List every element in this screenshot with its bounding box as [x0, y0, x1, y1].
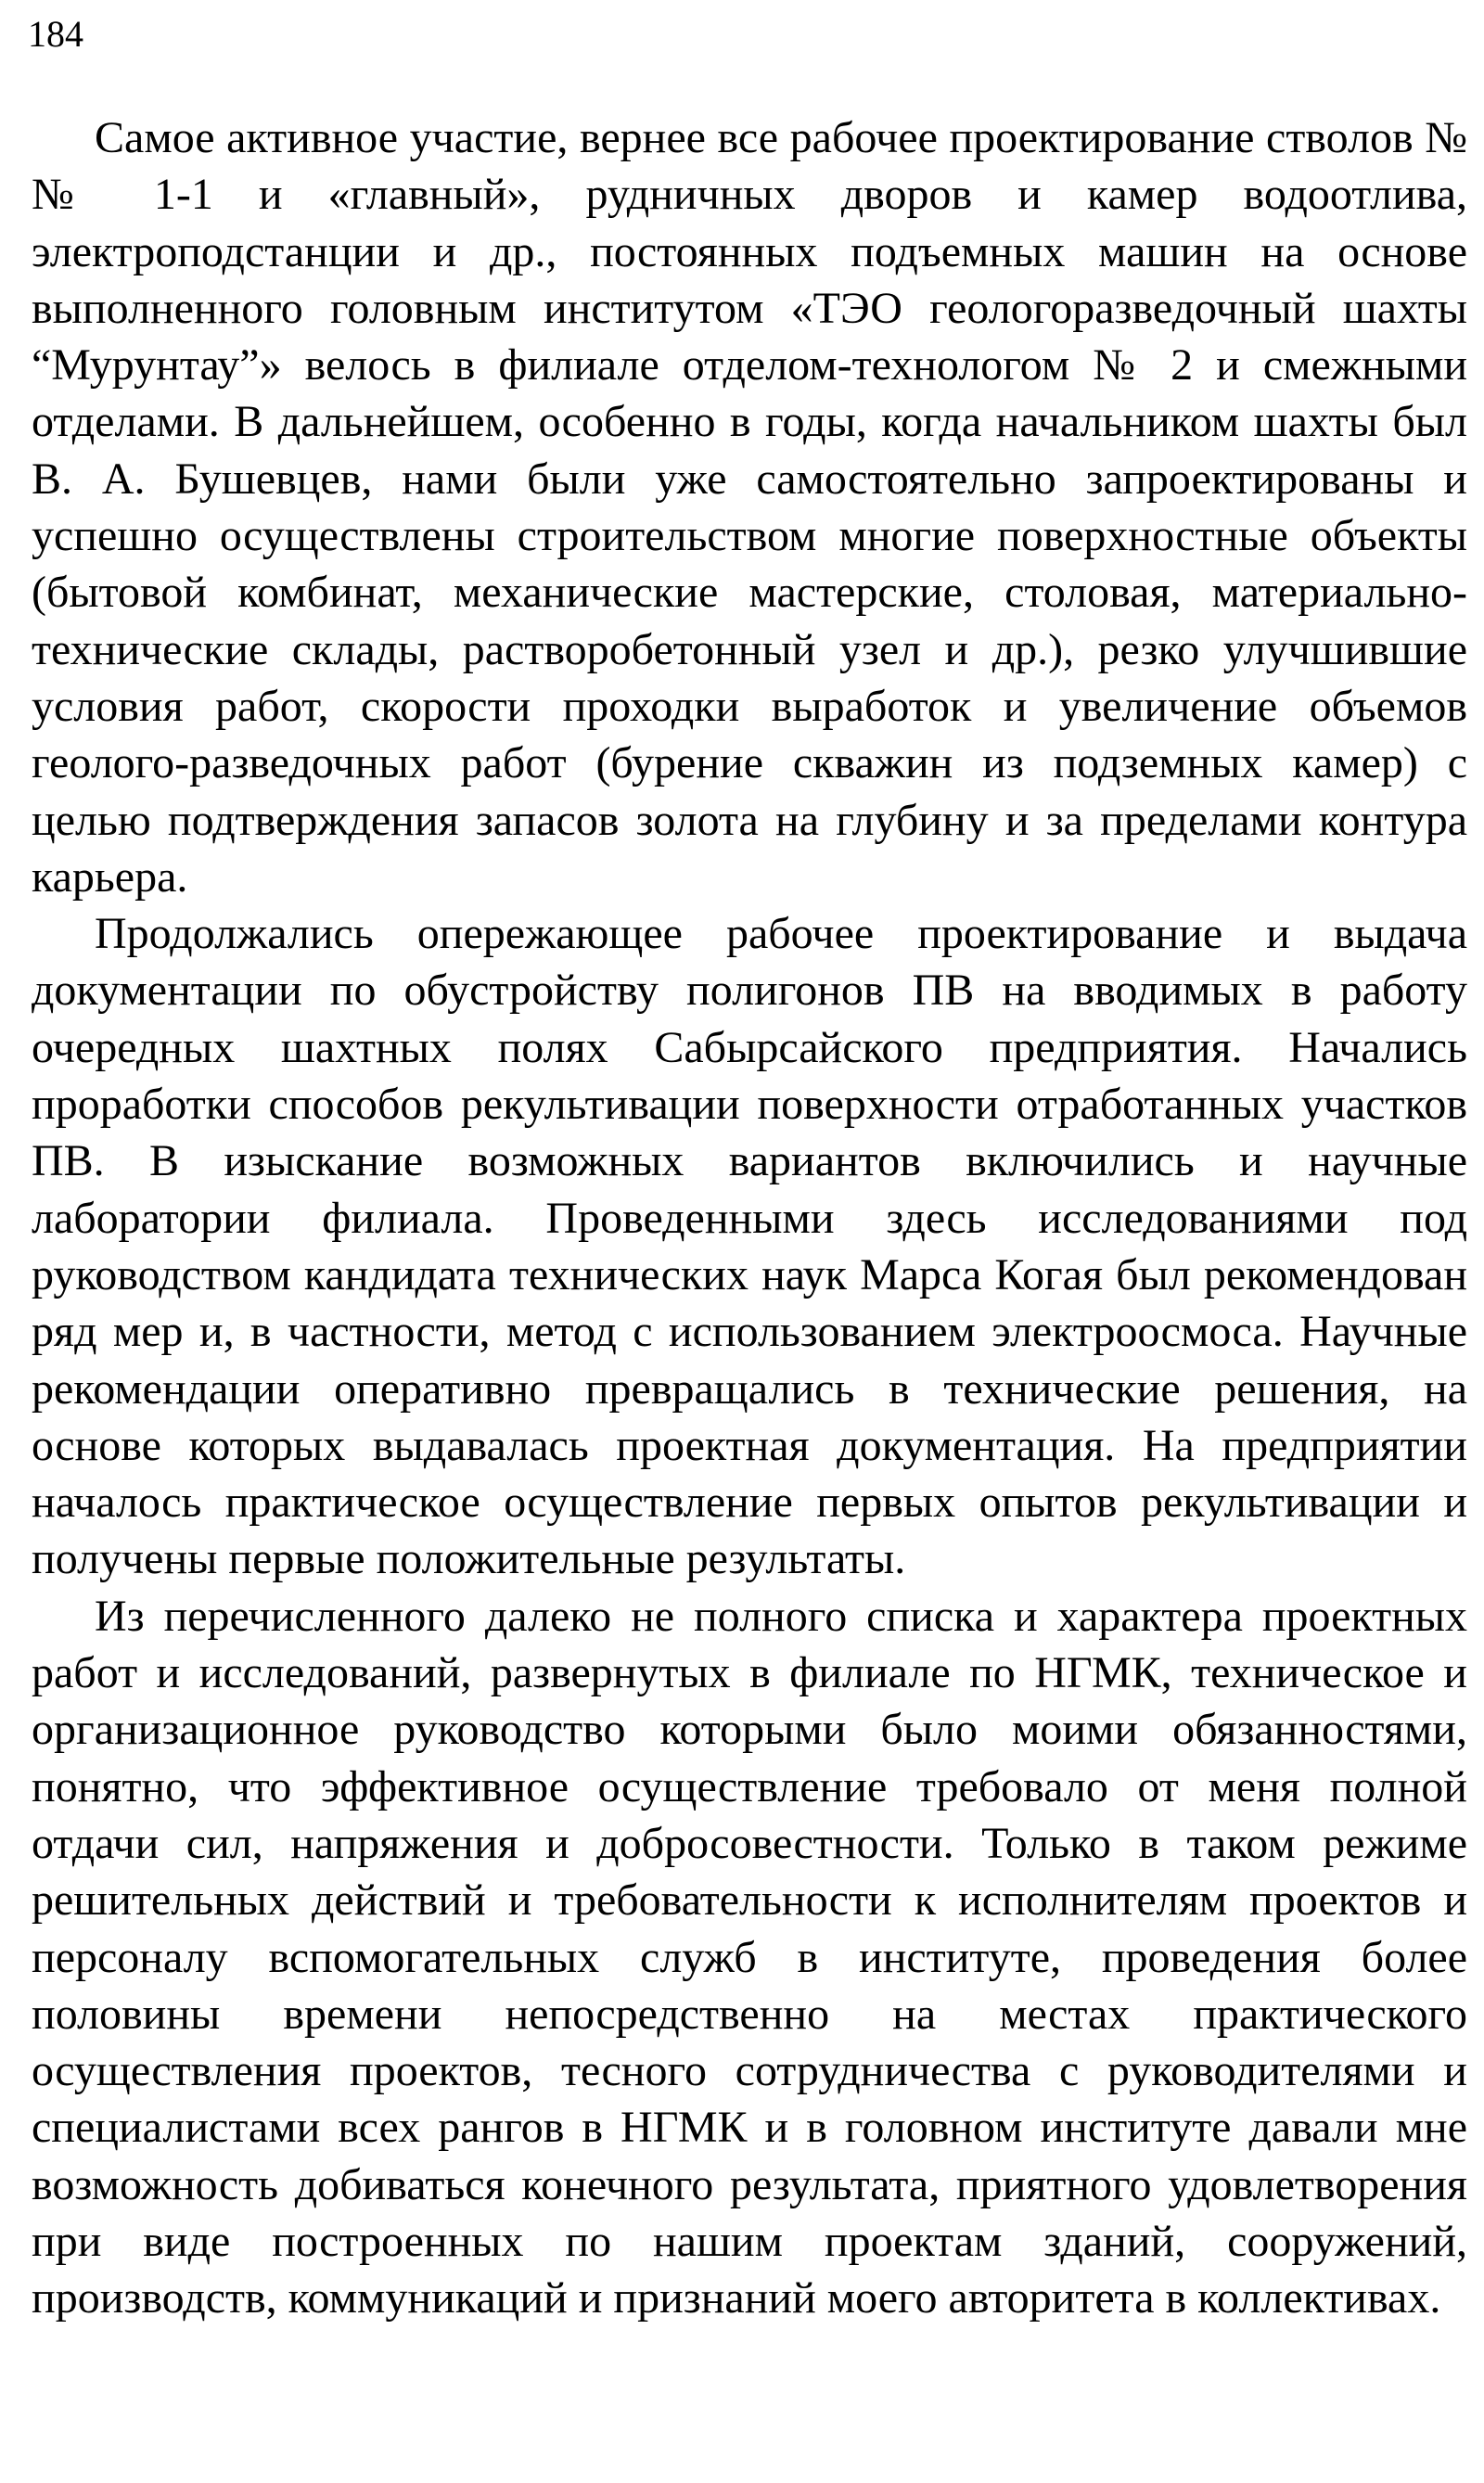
paragraph-1: Самое активное участие, вернее все рабочее проектирование стволов №№ 1-1 и «главный», рудничных дворов и камер водоотлива, электроподстанции и др., постоянных подъемных машин на основе выполненного головным институтом «ТЭО геологоразведочный шахты “Мурунтау”» велось в филиале отделом-технологом № 2 и смежными отделами. В дальнейшем, особенно в годы, когда начальником шахты был В. А. Бушевцев, нами были уже самостоятельно запроектированы и успешно осуществлены строительством многие поверхностные объекты (бытовой комбинат, механические мастерские, столовая, материально-технические склады, растворобетонный узел и др.), резко улучшившие условия работ, скорости проходки выработок и увеличение объемов геолого-разведочных работ (бурение скважин из подземных камер) с целью подтверждения запасов золота на глубину и за пределами контура карьера.: [32, 113, 1467, 902]
body-text: [32, 109, 1467, 2327]
paragraph-3: Из перечисленного далеко не полного списка и характера проектных работ и исследований, развернутых в филиале по НГМК, техническое и организационное руководство которыми было моими обязанностями, понятно, что эффективное осуществление требовало от меня полной отдачи сил, напряжения и добросовестности. Только в таком режиме решительных действий и требовательности к исполнителям проектов и персоналу вспомогательных служб в институте, проведения более половины времени непосредственно на местах практического осуществления проектов, тесного сотрудничества с руководителями и специалистами всех рангов в НГМК и в головном институте давали мне возможность добиваться конечного результата, приятного удовлетворения при виде построенных по нашим проектам зданий, сооружений, производств, коммуникаций и признаний моего авторитета в коллективах.: [32, 1591, 1467, 2323]
paragraph-2: Продолжались опережающее рабочее проектирование и выдача документации по обустройству полигонов ПВ на вводимых в работу очередных шахтных полях Сабырсайского предприятия. Начались проработки способов рекультивации поверхности отработанных участков ПВ. В изыскание возможных вариантов включились и научные лаборатории филиала. Проведенными здесь исследованиями под руководством кандидата технических наук Марса Когая был рекомендован ряд мер и, в частности, метод с использованием электроосмоса. Научные рекомендации оперативно превращались в технические решения, на основе которых выдавалась проектная документация. На предприятии началось практическое осуществление первых опытов рекультивации и получены первые положительные результаты.: [32, 909, 1467, 1584]
page-number: 184: [28, 13, 83, 55]
